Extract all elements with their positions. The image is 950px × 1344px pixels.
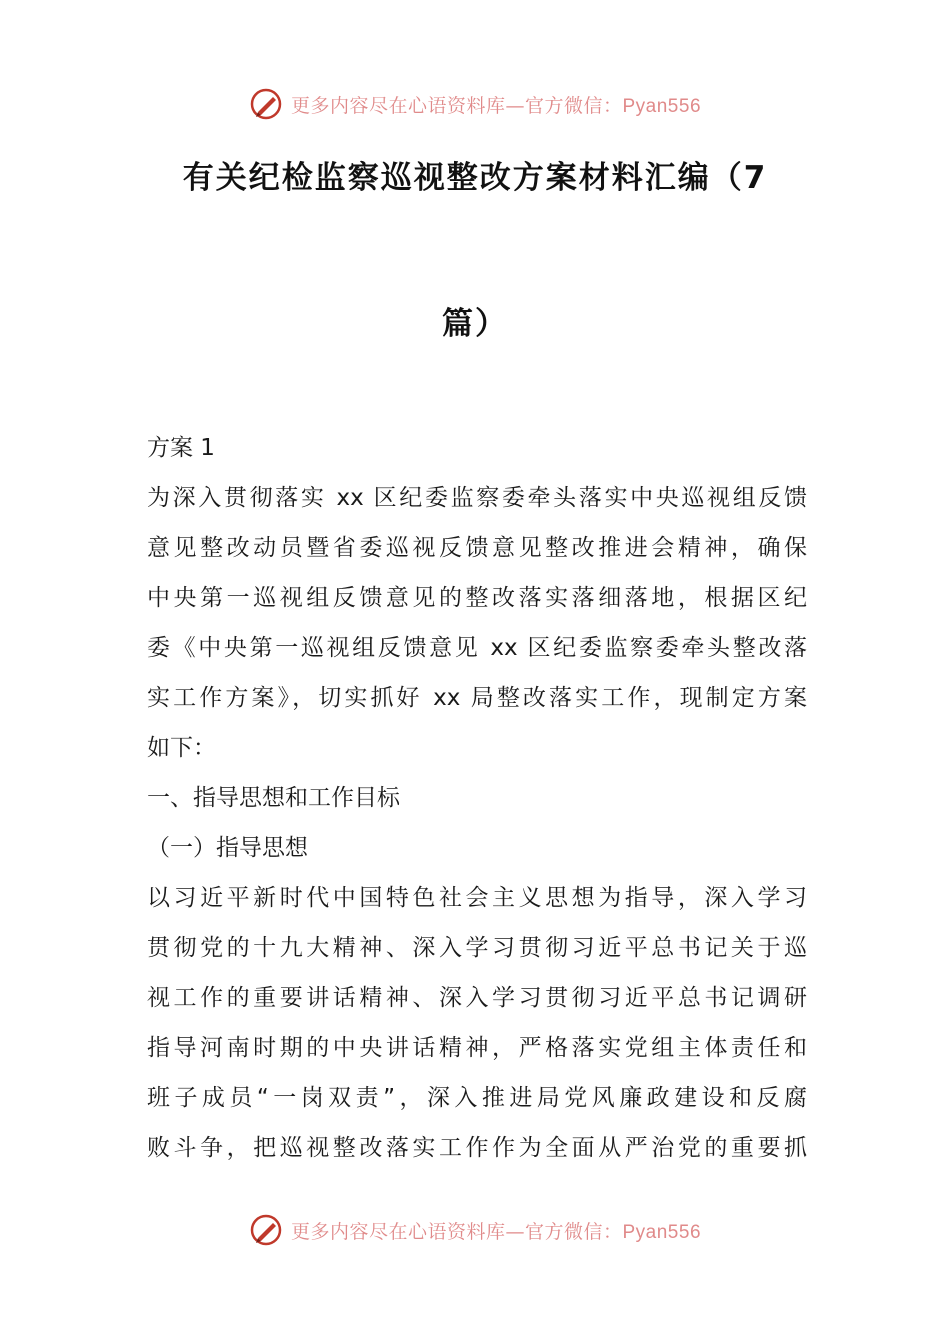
body-line: 为深入贯彻落实 xx 区纪委监察委牵头落实中央巡视组反馈: [147, 485, 807, 511]
body-line: 如下：: [147, 735, 216, 761]
section-heading: 一、指导思想和工作目标: [147, 785, 400, 811]
document-title-line-2: 篇）: [442, 306, 508, 342]
body-line: 意见整改动员暨省委巡视反馈意见整改推进会精神，确保: [147, 535, 807, 561]
body-line: 中央第一巡视组反馈意见的整改落实落细落地，根据区纪: [147, 585, 807, 611]
document-title-line-1: 有关纪检监察巡视整改方案材料汇编（7: [182, 160, 768, 196]
pen-logo-icon: [249, 87, 283, 121]
body-line: 败斗争，把巡视整改落实工作作为全面从严治党的重要抓: [147, 1135, 807, 1161]
section-label: 方案 1: [147, 435, 215, 461]
body-line: 委《中央第一巡视组反馈意见 xx 区纪委监察委牵头整改落: [147, 635, 807, 661]
body-line: 指导河南时期的中央讲话精神，严格落实党组主体责任和: [147, 1035, 807, 1061]
body-line: 实工作方案》，切实抓好 xx 局整改落实工作，现制定方案: [147, 685, 807, 711]
body-line: 以习近平新时代中国特色社会主义思想为指导，深入学习: [147, 885, 807, 911]
body-line: 班子成员“一岗双责”，深入推进局党风廉政建设和反腐: [147, 1085, 807, 1111]
body-line: 贯彻党的十九大精神、深入学习贯彻习近平总书记关于巡: [147, 935, 807, 961]
pen-logo-icon: [249, 1213, 283, 1247]
watermark-text: 更多内容尽在心语资料库—官方微信：Pyan556: [290, 94, 702, 117]
subsection-heading: （一）指导思想: [147, 835, 308, 861]
document-body: [147, 430, 807, 1180]
header-watermark: [0, 84, 950, 124]
watermark-text: 更多内容尽在心语资料库—官方微信：Pyan556: [290, 1220, 702, 1243]
body-line: 视工作的重要讲话精神、深入学习贯彻习近平总书记调研: [147, 985, 807, 1011]
footer-watermark: [0, 1210, 950, 1250]
